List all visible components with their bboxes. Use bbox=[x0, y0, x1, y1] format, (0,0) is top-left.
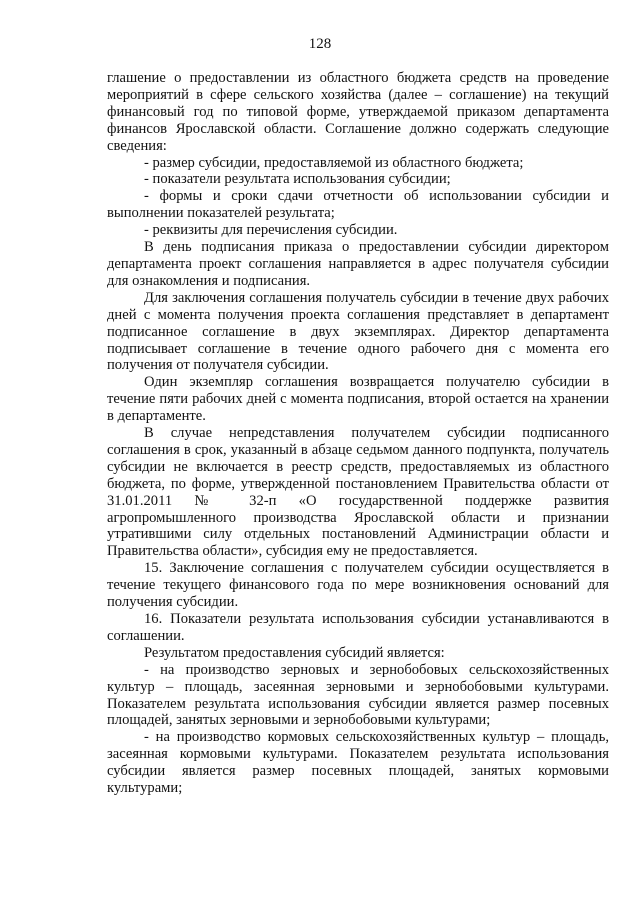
document-body bbox=[107, 70, 609, 797]
list-item-subsidy-amount: - размер субсидии, предоставляемой из областного бюджета; bbox=[144, 154, 524, 171]
page-number: 128 bbox=[308, 36, 332, 52]
paragraph-agreement-conclusion: Для заключения соглашения получатель субсидии в течение двух рабочих дней с момента получения проекта соглашения представляет в департамент подписанное соглашение в двух экземплярах. Директор департамента подписывает соглашение в течение одного рабочего дня с момента его получения от получателя субсидии. bbox=[107, 289, 609, 374]
clause-15: 15. Заключение соглашения с получателем субсидии осуществляется в течение текущего финансового года по мере возникновения оснований для получения субсидии. bbox=[107, 560, 609, 611]
list-item-reporting-forms: - формы и сроки сдачи отчетности об использовании субсидии и выполнении показателей результата; bbox=[107, 188, 609, 222]
paragraph-copy-return: Один экземпляр соглашения возвращается получателю субсидии в течение пяти рабочих дней с момента подписания, второй остается на хранении в департаменте. bbox=[107, 374, 609, 425]
list-item-result-indicators: - показатели результата использования субсидии; bbox=[144, 171, 451, 188]
paragraph-non-submission: В случае непредставления получателем субсидии подписанного соглашения в срок, указанный в абзаце седьмом данного подпункта, получатель субсидии не включается в реестр средств, предоставляемых из областного бюджета, по форме, утвержденной постановлением Правительства области от 31.01.2011 № 32-п «О государственной поддержке развития агропромышленного производства Ярославской области и признании утратившими силу отдельных постановлений Администрации области и Правительства области», субсидия ему не предоставляется. bbox=[107, 425, 609, 560]
list-item-grain-crops: - на производство зерновых и зернобобовых сельскохозяйственных культур – площадь, засеянная зерновыми и зернобобовыми культурами. Показателем результата использования субсидии является размер посевных площадей, занятых зерновыми и зернобобовыми культурами; bbox=[107, 661, 609, 729]
paragraph-signing-day: В день подписания приказа о предоставлении субсидии директором департамента проект соглашения направляется в адрес получателя субсидии для ознакомления и подписания. bbox=[107, 239, 609, 289]
paragraph-result-heading: Результатом предоставления субсидий является: bbox=[144, 644, 445, 661]
clause-16: 16. Показатели результата использования субсидии устанавливаются в соглашении. bbox=[107, 611, 609, 644]
list-item-bank-details: - реквизиты для перечисления субсидии. bbox=[144, 222, 398, 239]
list-item-fodder-crops: - на производство кормовых сельскохозяйственных культур – площадь, засеянная кормовыми культурами. Показателем результата использования субсидии является размер посевных площадей, занятых кормовыми культурами; bbox=[107, 729, 609, 797]
paragraph-agreement-intro: глашение о предоставлении из областного бюджета средств на проведение мероприятий в сфере сельского хозяйства (далее – соглашение) на текущий финансовый год по типовой форме, утверждаемой приказом департамента финансов Ярославской области. Соглашение должно содержать следующие сведения: bbox=[107, 70, 609, 154]
